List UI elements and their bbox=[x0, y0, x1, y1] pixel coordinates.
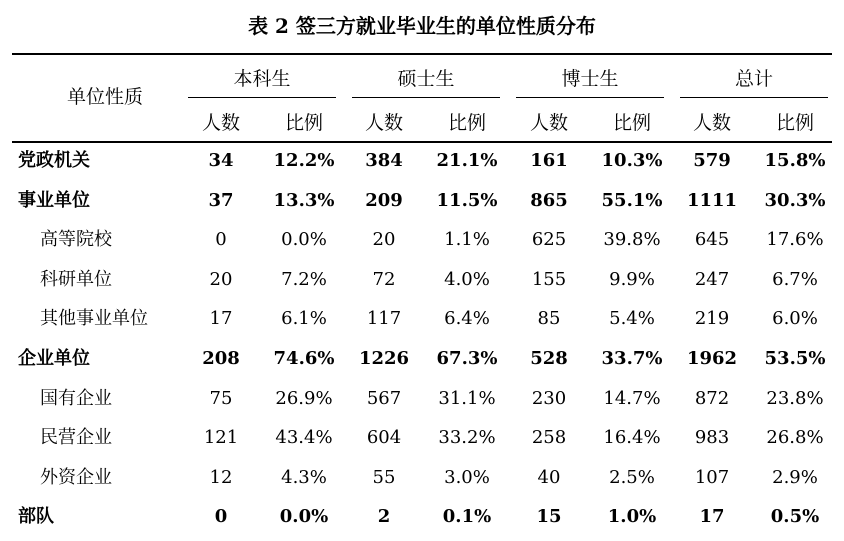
count-cell: 15 bbox=[536, 506, 562, 528]
ratio-cell: 6.4% bbox=[444, 308, 490, 330]
ratio-cell: 43.4% bbox=[275, 427, 333, 449]
ratio-cell: 26.9% bbox=[275, 387, 333, 409]
subcategory-label: 民营企业 bbox=[40, 427, 112, 449]
category-label: 事业单位 bbox=[18, 189, 90, 211]
ratio-cell: 33.2% bbox=[438, 427, 496, 449]
count-cell: 1111 bbox=[686, 189, 738, 211]
ratio-cell: 67.3% bbox=[436, 348, 498, 369]
ratio-cell: 21.1% bbox=[436, 150, 498, 171]
count-cell: 865 bbox=[530, 189, 568, 211]
ratio-cell: 16.4% bbox=[603, 427, 661, 449]
count-cell: 155 bbox=[531, 268, 567, 290]
count-cell: 258 bbox=[531, 427, 567, 449]
ratio-cell: 9.9% bbox=[609, 268, 655, 290]
ratio-cell: 2.5% bbox=[609, 466, 655, 488]
count-cell: 247 bbox=[694, 268, 730, 290]
count-cell: 85 bbox=[537, 308, 561, 330]
count-cell: 230 bbox=[531, 387, 567, 409]
ratio-cell: 53.5% bbox=[764, 348, 826, 369]
ratio-cell: 2.9% bbox=[772, 466, 818, 488]
group-header: 本科生 bbox=[233, 68, 291, 90]
count-cell: 17 bbox=[699, 506, 725, 528]
count-cell: 625 bbox=[531, 229, 567, 251]
group-underline bbox=[516, 97, 664, 98]
count-header: 人数 bbox=[201, 112, 240, 134]
ratio-cell: 55.1% bbox=[601, 189, 663, 211]
ratio-cell: 31.1% bbox=[438, 387, 496, 409]
count-cell: 2 bbox=[377, 506, 391, 528]
count-cell: 219 bbox=[694, 308, 730, 330]
ratio-cell: 12.2% bbox=[273, 150, 335, 171]
ratio-cell: 6.7% bbox=[772, 268, 818, 290]
count-cell: 55 bbox=[372, 466, 396, 488]
top-rule bbox=[12, 53, 832, 55]
ratio-cell: 1.0% bbox=[607, 506, 657, 528]
count-cell: 121 bbox=[203, 427, 239, 449]
ratio-cell: 0.5% bbox=[770, 506, 820, 528]
ratio-cell: 7.2% bbox=[281, 268, 327, 290]
category-label: 企业单位 bbox=[18, 348, 90, 369]
ratio-cell: 39.8% bbox=[603, 229, 661, 251]
ratio-cell: 17.6% bbox=[766, 229, 824, 251]
ratio-cell: 3.0% bbox=[444, 466, 490, 488]
ratio-cell: 10.3% bbox=[601, 150, 663, 171]
count-cell: 384 bbox=[365, 150, 403, 171]
count-cell: 872 bbox=[694, 387, 730, 409]
count-cell: 1962 bbox=[686, 348, 738, 369]
count-cell: 107 bbox=[694, 466, 730, 488]
ratio-cell: 4.0% bbox=[444, 268, 490, 290]
count-cell: 567 bbox=[366, 387, 402, 409]
count-cell: 75 bbox=[209, 387, 233, 409]
subcategory-label: 科研单位 bbox=[40, 268, 112, 290]
ratio-cell: 15.8% bbox=[764, 150, 826, 171]
group-header: 博士生 bbox=[561, 68, 619, 90]
count-header: 人数 bbox=[692, 112, 731, 134]
count-cell: 37 bbox=[208, 189, 234, 211]
count-cell: 117 bbox=[366, 308, 402, 330]
ratio-cell: 5.4% bbox=[609, 308, 655, 330]
group-underline bbox=[680, 97, 828, 98]
count-cell: 1226 bbox=[358, 348, 410, 369]
count-header: 人数 bbox=[364, 112, 403, 134]
table-caption: 表 2 签三方就业毕业生的单位性质分布 bbox=[248, 14, 596, 38]
count-cell: 161 bbox=[530, 150, 568, 171]
group-header: 硕士生 bbox=[397, 68, 455, 90]
ratio-cell: 6.1% bbox=[281, 308, 327, 330]
group-underline bbox=[352, 97, 500, 98]
ratio-cell: 14.7% bbox=[603, 387, 661, 409]
ratio-cell: 0.1% bbox=[442, 506, 492, 528]
row-header-label: 单位性质 bbox=[66, 86, 143, 108]
ratio-cell: 26.8% bbox=[766, 427, 824, 449]
subcategory-label: 其他事业单位 bbox=[40, 308, 148, 330]
ratio-cell: 6.0% bbox=[772, 308, 818, 330]
count-cell: 208 bbox=[202, 348, 240, 369]
count-cell: 528 bbox=[530, 348, 568, 369]
count-cell: 72 bbox=[372, 268, 396, 290]
count-cell: 20 bbox=[372, 229, 396, 251]
count-cell: 645 bbox=[694, 229, 730, 251]
subcategory-label: 高等院校 bbox=[40, 229, 112, 251]
count-cell: 34 bbox=[208, 150, 234, 171]
ratio-cell: 4.3% bbox=[281, 466, 327, 488]
ratio-cell: 23.8% bbox=[766, 387, 824, 409]
ratio-cell: 0.0% bbox=[279, 506, 329, 528]
count-cell: 983 bbox=[694, 427, 730, 449]
ratio-cell: 74.6% bbox=[273, 348, 335, 369]
count-cell: 0 bbox=[215, 229, 227, 251]
count-header: 人数 bbox=[529, 112, 568, 134]
ratio-header: 比例 bbox=[775, 112, 814, 134]
ratio-cell: 30.3% bbox=[764, 189, 826, 211]
ratio-cell: 1.1% bbox=[444, 229, 490, 251]
count-cell: 20 bbox=[209, 268, 233, 290]
category-label: 党政机关 bbox=[18, 150, 90, 171]
group-header: 总计 bbox=[734, 68, 773, 90]
ratio-header: 比例 bbox=[612, 112, 651, 134]
ratio-cell: 11.5% bbox=[436, 189, 498, 211]
ratio-cell: 0.0% bbox=[281, 229, 327, 251]
count-cell: 12 bbox=[209, 466, 233, 488]
group-underline bbox=[188, 97, 336, 98]
ratio-cell: 33.7% bbox=[601, 348, 663, 369]
ratio-header: 比例 bbox=[284, 112, 323, 134]
count-cell: 209 bbox=[365, 189, 403, 211]
subcategory-label: 外资企业 bbox=[40, 466, 112, 488]
count-cell: 40 bbox=[537, 466, 561, 488]
category-label: 部队 bbox=[18, 506, 54, 528]
ratio-header: 比例 bbox=[447, 112, 486, 134]
count-cell: 604 bbox=[366, 427, 402, 449]
count-cell: 0 bbox=[214, 506, 228, 528]
count-cell: 579 bbox=[693, 150, 731, 171]
count-cell: 17 bbox=[209, 308, 233, 330]
subcategory-label: 国有企业 bbox=[40, 387, 112, 409]
ratio-cell: 13.3% bbox=[273, 189, 335, 211]
